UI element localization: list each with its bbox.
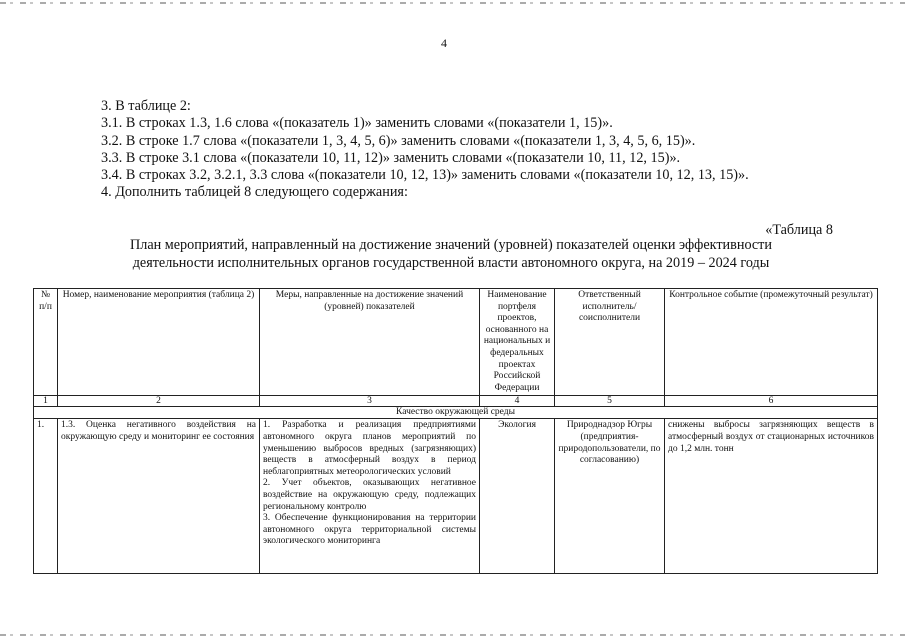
measure-item: 1. Разработка и реализация предприятиями автономного округа планов мероприятий по уменьшению выбросов вредных (загрязняющих) веществ в атмосферный воздух в период неблагоприятных метеорологических условий [263,420,476,477]
plan-title-line: План мероприятий, направленный на достижение значений (уровней) показателей оценки эффективности [130,237,772,253]
column-number: 1 [34,396,58,407]
section-row [34,407,878,419]
row-executor: Природнадзор Югры (предприятия-природопользователи, по согласованию) [555,419,665,574]
plan-table [33,288,878,574]
amendment-item: 4. Дополнить таблицей 8 следующего содержания: [101,184,408,201]
column-number: 2 [58,396,260,407]
amendment-item: 3.1. В строках 1.3, 1.6 слова «(показатель 1)» заменить словами «(показатели 1, 15)». [101,115,613,132]
column-number: 3 [260,396,480,407]
row-result: снижены выбросы загрязняющих веществ в атмосферный воздух от стационарных источников до 1,2 млн. тонн [665,419,878,574]
scan-edge-bottom [0,634,905,636]
row-number: 1. [34,419,58,574]
table-row [34,419,878,574]
header-measures: Меры, направленные на достижение значений (уровней) показателей [260,289,480,396]
header-result: Контрольное событие (промежуточный результат) [665,289,878,396]
row-activity: 1.3. Оценка негативного воздействия на окружающую среду и мониторинг ее состояния [58,419,260,574]
scan-edge-top [0,2,905,4]
amendment-item: 3.4. В строках 3.2, 3.2.1, 3.3 слова «(показатели 10, 12, 13)» заменить словами «(показатели 10, 12, 13, 15)». [101,167,749,184]
header-portfolio: Наименование портфеля проектов, основанного на национальных и федеральных проектах Российской Федерации [480,289,555,396]
amendment-item: 3.2. В строке 1.7 слова «(показатели 1, 3, 4, 5, 6)» заменить словами «(показатели 1, 3, 4, 5, 6, 15)». [101,132,696,149]
column-number-row [34,396,878,407]
amendment-list [101,98,749,202]
column-number: 6 [665,396,878,407]
plan-title [60,237,842,272]
column-number: 5 [555,396,665,407]
table-header-row [34,289,878,396]
table-label: «Таблица 8 [765,222,833,238]
column-number: 4 [480,396,555,407]
header-executor: Ответственный исполнитель/ соисполнители [555,289,665,396]
amendment-item: 3.3. В строке 3.1 слова «(показатели 10, 11, 12)» заменить словами «(показатели 10, 11, 12, 15)». [101,149,681,166]
measure-item: 2. Учет объектов, оказывающих негативное воздействие на окружающую среду, подлежащих региональному контролю [263,478,476,512]
measure-item: 3. Обеспечение функционирования на территории автономного округа территориальной системы экологического мониторинга [263,513,476,547]
amendment-item: 3. В таблице 2: [101,98,191,114]
row-portfolio: Экология [480,419,555,574]
plan-title-line: деятельности исполнительных органов государственной власти автономного округа, на 2019 – 2024 годы [132,254,770,271]
header-activity: Номер, наименование мероприятия (таблица 2) [58,289,260,396]
header-number: № п/п [34,289,58,396]
page-number: 4 [441,36,447,50]
row-measures [260,419,480,574]
section-title: Качество окружающей среды [34,407,878,419]
